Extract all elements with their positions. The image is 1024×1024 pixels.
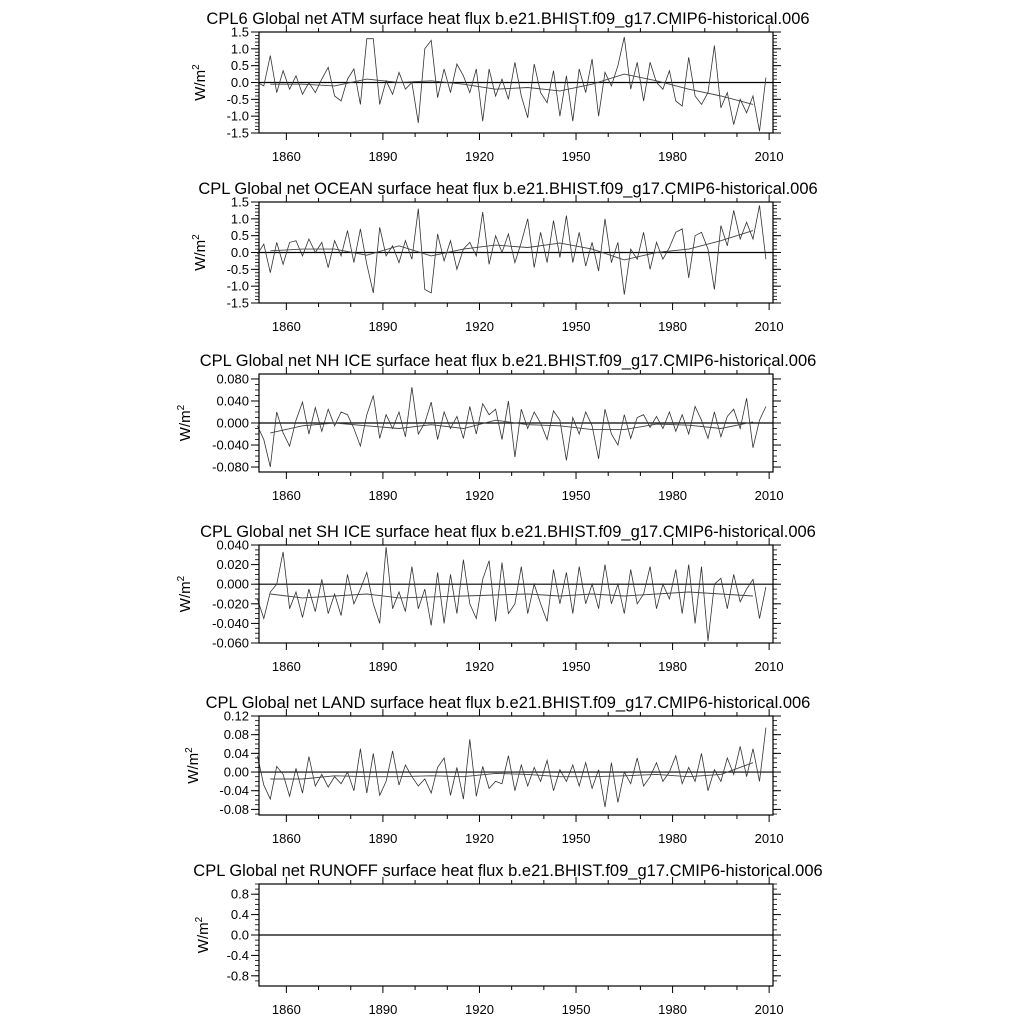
x-tick-label: 1860 (271, 149, 301, 164)
x-tick-label: 1860 (271, 1002, 301, 1017)
annual-series-line (257, 37, 766, 131)
y-tick-label: 0.00 (223, 764, 249, 780)
y-tick-label: -1.0 (226, 108, 249, 124)
y-tick-label: 0.020 (216, 557, 249, 573)
y-axis-label: $W/m^2$ (176, 575, 194, 613)
y-tick-label: 0.000 (216, 415, 249, 431)
x-tick-label: 1950 (561, 488, 591, 503)
panel-title: CPL Global net NH ICE surface heat flux b.e21.BHIST.f09_g17.CMIP6-historical.006 (199, 352, 817, 370)
y-tick-label: 0.000 (216, 576, 249, 592)
y-axis-label-superscript: 2 (191, 234, 202, 240)
y-tick-label: -0.020 (212, 596, 249, 612)
x-tick-label: 1860 (271, 319, 301, 334)
y-axis-label-superscript: 2 (184, 747, 195, 753)
x-tick-label: 1950 (561, 831, 591, 846)
y-axis-label: $W/m^2$ (184, 747, 202, 784)
x-tick-label: 1860 (271, 488, 301, 503)
x-tick-label: 1920 (465, 1002, 494, 1017)
x-tick-label: 1890 (368, 831, 398, 846)
x-tick-label: 1950 (561, 659, 591, 674)
x-tick-label: 1980 (658, 1002, 688, 1017)
annual-series-line (257, 205, 766, 294)
x-tick-label: 1980 (658, 659, 688, 674)
x-tick-label: 1980 (658, 831, 688, 846)
annual-series-line (257, 547, 766, 641)
y-tick-label: 0.040 (216, 393, 249, 409)
y-axis-label: $W/m^2$ (194, 916, 212, 954)
x-tick-label: 2010 (754, 488, 784, 503)
y-tick-label: 0.08 (223, 727, 249, 743)
panel-3 (176, 352, 816, 503)
y-tick-label: -1.5 (226, 295, 249, 311)
x-tick-label: 1920 (465, 319, 494, 334)
x-tick-label: 2010 (754, 659, 784, 674)
y-axis-label: $W/m^2$ (176, 404, 194, 442)
panel-title: CPL Global net RUNOFF surface heat flux b.e21.BHIST.f09_g17.CMIP6-historical.006 (193, 862, 823, 880)
y-tick-label: -0.060 (212, 635, 249, 651)
y-axis-label-superscript: 2 (191, 64, 202, 70)
y-tick-label: -0.04 (219, 783, 249, 799)
running-mean-line (270, 763, 753, 779)
x-tick-label: 1980 (658, 319, 688, 334)
x-tick-label: 1950 (561, 149, 591, 164)
y-tick-label: -0.08 (219, 801, 249, 817)
y-tick-label: 0.12 (223, 708, 249, 724)
x-tick-label: 2010 (754, 319, 784, 334)
panel-4 (176, 523, 816, 674)
panel-5 (184, 694, 810, 846)
x-tick-label: 2010 (754, 149, 784, 164)
panel-title: CPL Global net LAND surface heat flux b.e21.BHIST.f09_g17.CMIP6-historical.006 (205, 694, 811, 712)
panel-6 (193, 862, 822, 1017)
y-axis-label-superscript: 2 (194, 916, 205, 923)
x-tick-label: 1920 (465, 149, 494, 164)
y-axis-label: $W/m^2$ (191, 234, 209, 271)
y-tick-label: 0.040 (216, 537, 249, 553)
y-tick-label: 1.0 (230, 211, 249, 227)
x-tick-label: 1890 (368, 1002, 398, 1017)
y-tick-label: -1.0 (226, 278, 249, 294)
x-tick-label: 1980 (658, 149, 688, 164)
x-tick-label: 1890 (368, 319, 398, 334)
annual-series-line (257, 728, 766, 807)
y-tick-label: 0.0 (230, 245, 249, 260)
y-tick-label: 0.080 (216, 371, 249, 387)
y-axis-label-superscript: 2 (176, 404, 187, 411)
y-tick-label: -0.8 (226, 968, 249, 984)
x-tick-label: 1920 (465, 659, 494, 674)
x-tick-label: 1950 (561, 1002, 591, 1017)
y-tick-label: 0.5 (230, 228, 249, 244)
y-tick-label: 0.0 (230, 75, 249, 90)
x-tick-label: 1920 (465, 831, 494, 846)
running-mean-line (270, 592, 753, 598)
y-tick-label: 1.5 (230, 24, 249, 40)
y-tick-label: -0.080 (212, 459, 249, 475)
x-tick-label: 2010 (754, 1002, 784, 1017)
panel-2 (191, 180, 818, 334)
x-tick-label: 1920 (465, 488, 494, 503)
panel-1 (191, 10, 810, 164)
y-tick-label: 0.0 (230, 927, 249, 943)
x-tick-label: 1860 (271, 659, 301, 674)
y-tick-label: 0.4 (230, 907, 249, 923)
y-tick-label: -1.5 (226, 125, 249, 141)
y-tick-label: -0.040 (212, 615, 249, 631)
panel-title: CPL Global net OCEAN surface heat flux b.e21.BHIST.f09_g17.CMIP6-historical.006 (198, 180, 818, 198)
y-axis-label-superscript: 2 (176, 575, 187, 582)
annual-series-line (257, 387, 766, 467)
y-tick-label: -0.040 (212, 437, 249, 453)
y-tick-label: -0.4 (226, 947, 249, 963)
y-tick-label: 0.04 (223, 745, 249, 761)
x-tick-label: 1890 (368, 149, 398, 164)
x-tick-label: 2010 (754, 831, 784, 846)
y-tick-label: 0.5 (230, 58, 249, 74)
y-tick-label: -0.5 (226, 91, 249, 107)
x-tick-label: 1950 (561, 319, 591, 334)
y-tick-label: -0.5 (226, 261, 249, 277)
y-tick-label: 1.5 (230, 194, 249, 210)
y-axis-label: $W/m^2$ (191, 64, 209, 101)
y-tick-label: 1.0 (230, 41, 249, 57)
y-tick-label: 0.8 (230, 886, 249, 902)
running-mean-line (270, 231, 753, 260)
panel-title: CPL6 Global net ATM surface heat flux b.e21.BHIST.f09_g17.CMIP6-historical.006 (206, 10, 810, 28)
x-tick-label: 1890 (368, 488, 398, 503)
x-tick-label: 1890 (368, 659, 398, 674)
panel-title: CPL Global net SH ICE surface heat flux b.e21.BHIST.f09_g17.CMIP6-historical.006 (200, 523, 816, 541)
plot-frame (259, 716, 773, 815)
x-tick-label: 1860 (271, 831, 301, 846)
x-tick-label: 1980 (658, 488, 688, 503)
